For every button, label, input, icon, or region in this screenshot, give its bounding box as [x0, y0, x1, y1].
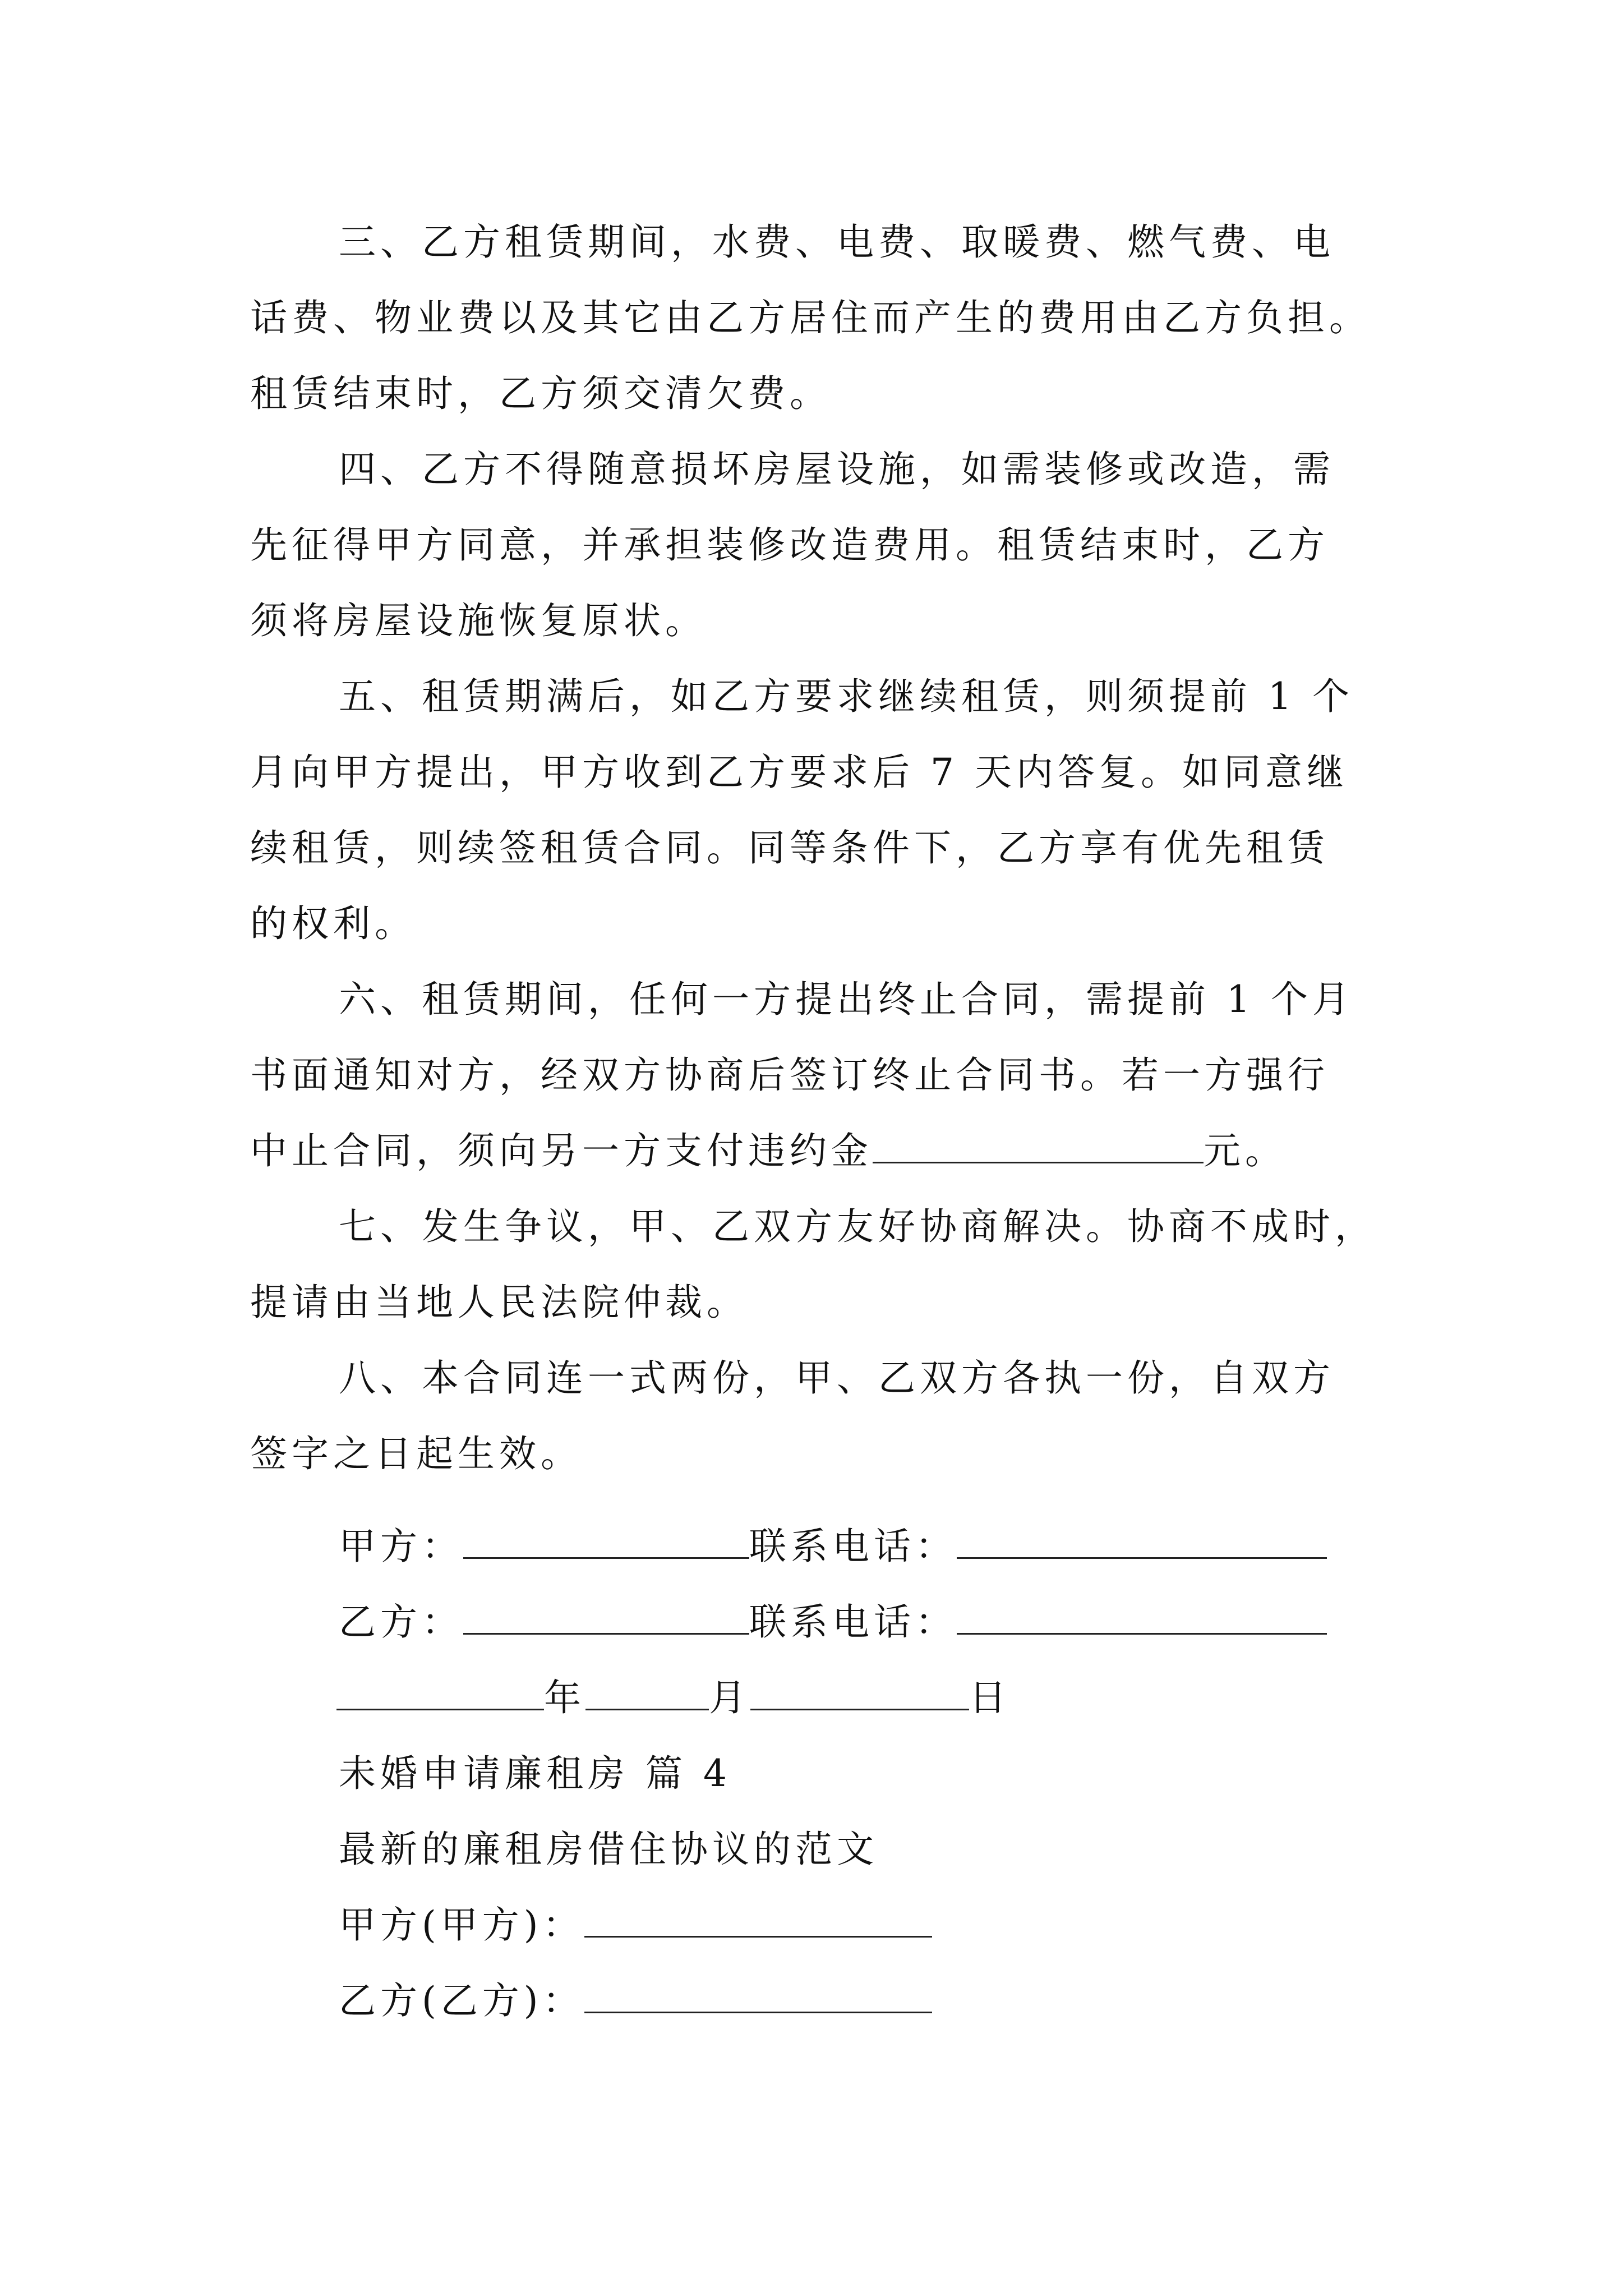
clause-3-line-1: 三、乙方租赁期间，水费、电费、取暖费、燃气费、电	[339, 220, 1335, 264]
clause-8-line-2: 签字之日起生效。	[250, 1432, 582, 1475]
clause-3-line-2: 话费、物业费以及其它由乙方居住而产生的费用由乙方负担。	[250, 296, 1371, 339]
clause-4-line-3: 须将房屋设施恢复原状。	[250, 599, 707, 642]
clause-5-line-4: 的权利。	[250, 902, 416, 945]
party-b-signature-row	[339, 1600, 1327, 1645]
day-blank[interactable]	[750, 1676, 969, 1710]
section4-party-b-row	[339, 1978, 932, 2023]
party-a-label: 甲方：	[339, 1525, 463, 1568]
clause-6-line-3	[250, 1129, 1287, 1174]
month-label: 月	[709, 1676, 750, 1719]
date-row	[336, 1676, 1011, 1720]
party-a-phone-blank[interactable]	[957, 1525, 1327, 1559]
clause-6-line-1: 六、租赁期间，任何一方提出终止合同，需提前 1 个月	[339, 978, 1354, 1021]
party-b-label: 乙方：	[339, 1600, 463, 1644]
section4-party-a-row	[339, 1903, 932, 1948]
day-label: 日	[969, 1676, 1011, 1719]
section4-party-a-label: 甲方(甲方)：	[339, 1903, 584, 1947]
party-b-phone-blank[interactable]	[957, 1600, 1327, 1635]
currency-text: 元。	[1204, 1129, 1287, 1172]
party-b-phone-label: 联系电话：	[749, 1600, 957, 1644]
clause-5-line-3: 续租赁，则续签租赁合同。同等条件下，乙方享有优先租赁	[250, 826, 1329, 869]
year-blank[interactable]	[336, 1676, 544, 1710]
month-blank[interactable]	[585, 1676, 709, 1710]
section-heading: 未婚申请廉租房 篇 4	[339, 1752, 731, 1795]
clause-5-line-2: 月向甲方提出，甲方收到乙方要求后 7 天内答复。如同意继	[250, 751, 1348, 794]
section4-party-b-label: 乙方(乙方)：	[339, 1979, 584, 2022]
agreement-title: 最新的廉租房借住协议的范文	[339, 1828, 878, 1871]
party-b-name-blank[interactable]	[463, 1600, 749, 1635]
clause-6-line-2: 书面通知对方，经双方协商后签订终止合同书。若一方强行	[250, 1053, 1329, 1097]
penalty-amount-blank[interactable]	[873, 1129, 1204, 1163]
clause-3-line-3: 租赁结束时，乙方须交清欠费。	[250, 372, 831, 415]
clause-5-line-1: 五、租赁期满后，如乙方要求继续租赁，则须提前 1 个	[339, 675, 1354, 718]
party-a-signature-row	[339, 1524, 1327, 1569]
penalty-text: 中止合同，须向另一方支付违约金	[250, 1129, 873, 1172]
year-label: 年	[544, 1676, 585, 1719]
clause-7-line-2: 提请由当地人民法院仲裁。	[250, 1281, 748, 1324]
clause-7-line-1: 七、发生争议，甲、乙双方友好协商解决。协商不成时，	[339, 1205, 1376, 1248]
section4-party-a-blank[interactable]	[584, 1903, 932, 1938]
clause-4-line-1: 四、乙方不得随意损坏房屋设施，如需装修或改造，需	[339, 448, 1335, 491]
party-a-name-blank[interactable]	[463, 1525, 749, 1559]
section4-party-b-blank[interactable]	[584, 1979, 932, 2013]
party-a-phone-label: 联系电话：	[749, 1525, 957, 1568]
clause-8-line-1: 八、本合同连一式两份，甲、乙双方各执一份，自双方	[339, 1356, 1335, 1400]
clause-4-line-2: 先征得甲方同意，并承担装修改造费用。租赁结束时，乙方	[250, 523, 1329, 567]
